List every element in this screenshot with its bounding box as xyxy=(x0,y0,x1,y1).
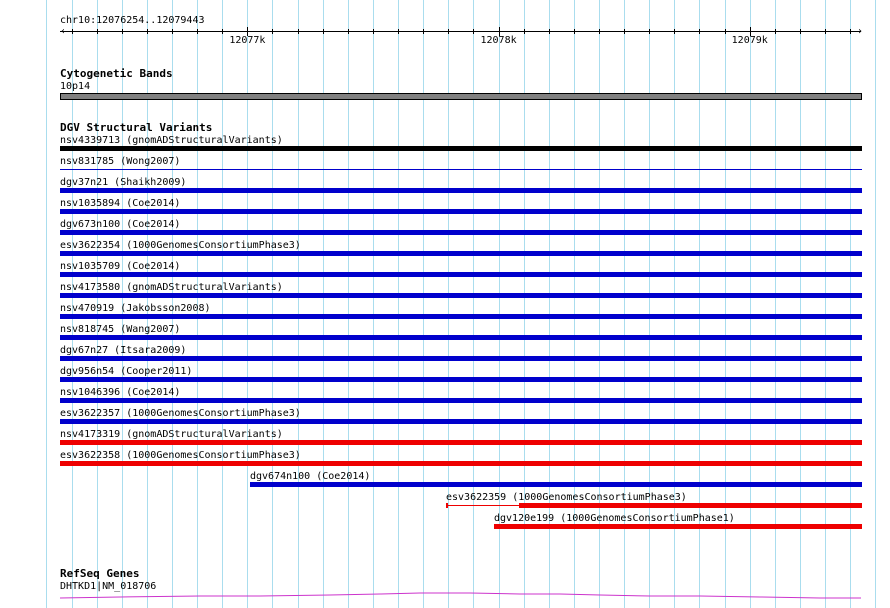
dgv-feature-bar[interactable] xyxy=(60,440,862,445)
dgv-feature-bar[interactable] xyxy=(60,314,862,319)
dgv-feature-label[interactable]: dgv120e199 (1000GenomesConsortiumPhase1) xyxy=(494,513,735,524)
ruler-minor-tick xyxy=(825,29,826,34)
dgv-feature-label[interactable]: dgv67n27 (Itsara2009) xyxy=(60,345,187,356)
dgv-feature-label[interactable]: esv3622357 (1000GenomesConsortiumPhase3) xyxy=(60,408,301,419)
ruler-minor-tick xyxy=(473,29,474,34)
dgv-feature-bar[interactable] xyxy=(250,482,862,487)
ruler-minor-tick xyxy=(398,29,399,34)
dgv-feature-label[interactable]: dgv956n54 (Cooper2011) xyxy=(60,366,193,377)
ruler-minor-tick xyxy=(72,29,73,34)
dgv-feature-label[interactable]: nsv1035894 (Coe2014) xyxy=(60,198,181,209)
dgv-feature-label[interactable]: esv3622359 (1000GenomesConsortiumPhase3) xyxy=(446,492,687,503)
dgv-feature-label[interactable]: dgv673n100 (Coe2014) xyxy=(60,219,181,230)
ruler-minor-tick xyxy=(147,29,148,34)
ruler-minor-tick xyxy=(800,29,801,34)
dgv-feature-bar[interactable] xyxy=(60,293,862,298)
dgv-feature-bar[interactable] xyxy=(60,169,862,170)
ruler-minor-tick xyxy=(725,29,726,34)
dgv-feature-thin-bar[interactable] xyxy=(446,505,519,506)
ruler-minor-tick xyxy=(649,29,650,34)
refseq-track-title: RefSeq Genes xyxy=(60,567,140,580)
ruler-tick-label: 12077k xyxy=(229,35,266,46)
ruler-minor-tick xyxy=(373,29,374,34)
dgv-feature-bar[interactable] xyxy=(60,335,862,340)
dgv-feature-label[interactable]: nsv1046396 (Coe2014) xyxy=(60,387,181,398)
ruler-minor-tick xyxy=(599,29,600,34)
ruler-minor-tick xyxy=(122,29,123,34)
ruler-minor-tick xyxy=(448,29,449,34)
dgv-feature-label[interactable]: nsv1035709 (Coe2014) xyxy=(60,261,181,272)
dgv-feature-label[interactable]: nsv4173580 (gnomADStructuralVariants) xyxy=(60,282,283,293)
ruler-axis xyxy=(60,31,861,32)
dgv-feature-label[interactable]: nsv4339713 (gnomADStructuralVariants) xyxy=(60,135,283,146)
dgv-feature-label[interactable]: nsv818745 (Wang2007) xyxy=(60,324,181,335)
position-label: chr10:12076254..12079443 xyxy=(60,15,205,26)
ruler-minor-tick xyxy=(272,29,273,34)
cytoband-track-title: Cytogenetic Bands xyxy=(60,67,173,80)
ruler-minor-tick xyxy=(197,29,198,34)
refseq-gene-label: DHTKD1|NM_018706 xyxy=(60,581,157,592)
ruler-minor-tick xyxy=(674,29,675,34)
dgv-feature-bar[interactable] xyxy=(60,146,862,151)
ruler-minor-tick xyxy=(574,29,575,34)
dgv-feature-label[interactable]: dgv674n100 (Coe2014) xyxy=(250,471,371,482)
ruler-minor-tick xyxy=(549,29,550,34)
ruler-minor-tick xyxy=(699,29,700,34)
ruler-minor-tick xyxy=(323,29,324,34)
dgv-feature-label[interactable]: nsv831785 (Wong2007) xyxy=(60,156,181,167)
ruler-tick-label: 12079k xyxy=(731,35,768,46)
dgv-feature-bar[interactable] xyxy=(494,524,862,529)
dgv-feature-bar[interactable] xyxy=(60,461,862,466)
dgv-feature-bar[interactable] xyxy=(60,230,862,235)
dgv-feature-label[interactable]: esv3622354 (1000GenomesConsortiumPhase3) xyxy=(60,240,301,251)
ruler-right-arrow: › xyxy=(857,26,864,37)
dgv-feature-bar[interactable] xyxy=(60,419,862,424)
dgv-feature-bar[interactable] xyxy=(60,356,862,361)
ruler-minor-tick xyxy=(222,29,223,34)
dgv-feature-bar[interactable] xyxy=(60,209,862,214)
dgv-feature-bar[interactable] xyxy=(60,377,862,382)
dgv-track-title: DGV Structural Variants xyxy=(60,121,213,134)
cytoband-band[interactable] xyxy=(60,93,862,100)
dgv-feature-label[interactable]: dgv37n21 (Shaikh2009) xyxy=(60,177,187,188)
ruler-left-arrow: ‹ xyxy=(60,26,67,37)
ruler-minor-tick xyxy=(850,29,851,34)
dgv-feature-start-cap xyxy=(446,503,448,508)
cytoband-label: 10p14 xyxy=(60,81,91,92)
dgv-feature-bar[interactable] xyxy=(60,272,862,277)
ruler-minor-tick xyxy=(298,29,299,34)
ruler-minor-tick xyxy=(423,29,424,34)
ruler-minor-tick xyxy=(348,29,349,34)
dgv-feature-bar[interactable] xyxy=(519,503,862,508)
ruler-tick-label: 12078k xyxy=(480,35,517,46)
dgv-feature-bar[interactable] xyxy=(60,188,862,193)
dgv-feature-label[interactable]: nsv470919 (Jakobsson2008) xyxy=(60,303,211,314)
ruler-minor-tick xyxy=(172,29,173,34)
dgv-feature-label[interactable]: esv3622358 (1000GenomesConsortiumPhase3) xyxy=(60,450,301,461)
ruler-minor-tick xyxy=(624,29,625,34)
dgv-feature-bar[interactable] xyxy=(60,398,862,403)
dgv-feature-label[interactable]: nsv4173319 (gnomADStructuralVariants) xyxy=(60,429,283,440)
ruler-minor-tick xyxy=(97,29,98,34)
dgv-feature-bar[interactable] xyxy=(60,251,862,256)
ruler-minor-tick xyxy=(775,29,776,34)
ruler-minor-tick xyxy=(524,29,525,34)
